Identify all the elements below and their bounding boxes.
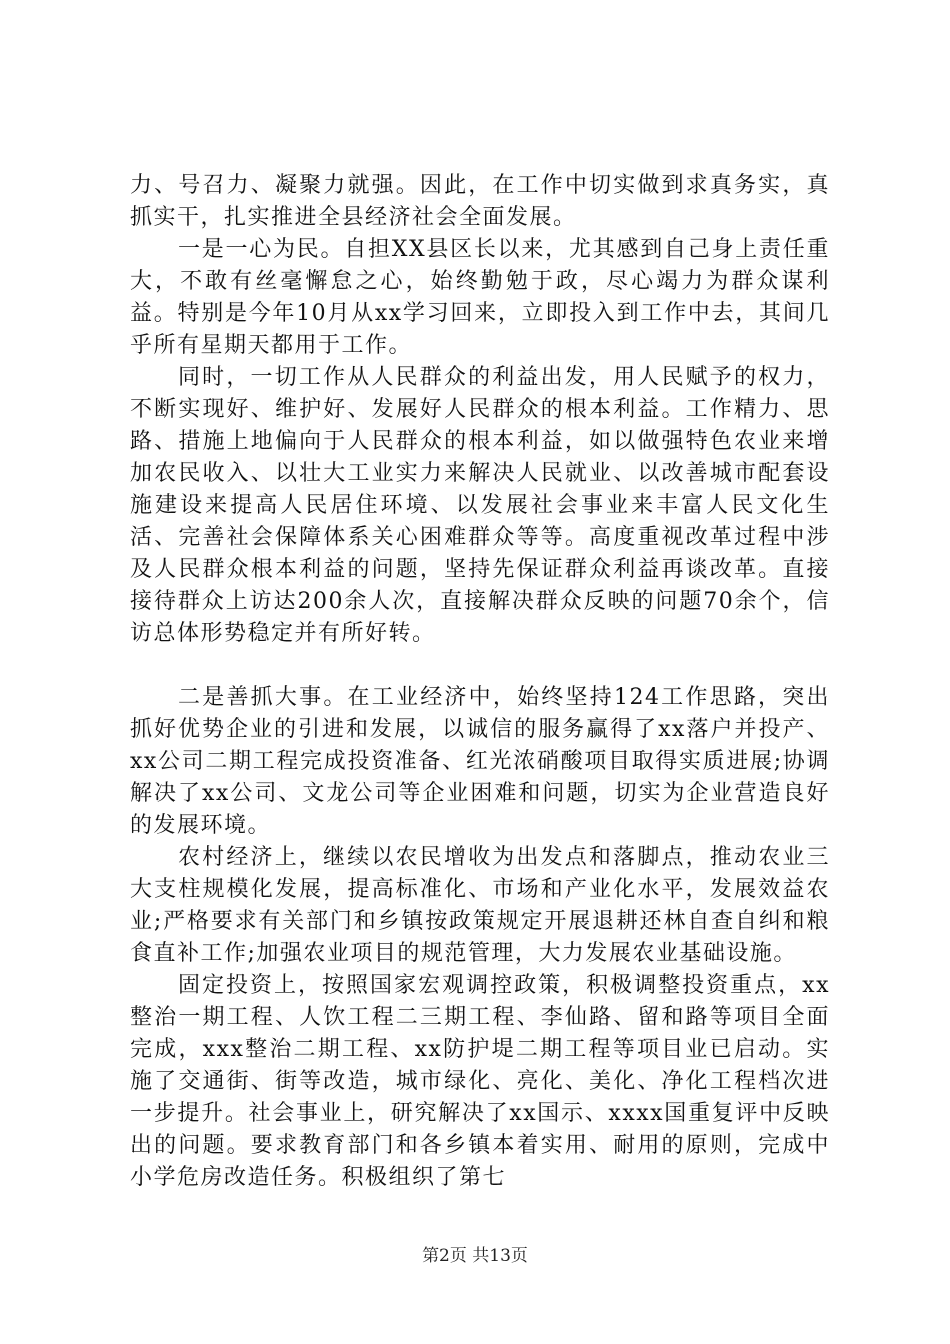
paragraph-3: 同时，一切工作从人民群众的利益出发，用人民赋予的权力，不断实现好、维护好、发展好人民群众的根本利益。工作精力、思路、措施上地偏向于人民群众的根本利益，如以做强特色农业来增加农民收入、以壮大工业实力来解决人民就业、以改善城市配套设施建设来提高人民居住环境、以发展社会事业来丰富人民文化生活、完善社会保障体系关心困难群众等等。高度重视改革过程中涉及人民群众根本利益的问题，坚持先保证群众利益再谈改革。直接接待群众上访达200余人次，直接解决群众反映的问题70余个，信访总体形势稳定并有所好转。 [130,365,830,646]
paragraph-4: 二是善抓大事。在工业经济中，始终坚持124工作思路，突出抓好优势企业的引进和发展，以诚信的服务赢得了xx落户并投产、xx公司二期工程完成投资准备、红光浓硝酸项目取得实质进展;协调解决了xx公司、文龙公司等企业困难和问题，切实为企业营造良好的发展环境。 [130,685,830,838]
paragraph-6: 固定投资上，按照国家宏观调控政策，积极调整投资重点，xx整治一期工程、人饮工程二三期工程、李仙路、留和路等项目全面完成，xxx整治二期工程、xx防护堤二期工程等项目业已启动。实施了交通街、街等改造，城市绿化、亮化、美化、净化工程档次进一步提升。社会事业上，研究解决了xx国示、xxxx国重复评中反映出的问题。要求教育部门和各乡镇本着实用、耐用的原则，完成中小学危房改造任务。积极组织了第七 [130,973,830,1190]
page-number-footer: 第2页 共13页 [422,1246,528,1266]
paragraph-2: 一是一心为民。自担XX县区长以来，尤其感到自己身上责任重大，不敢有丝毫懈怠之心，始终勤勉于政，尽心竭力为群众谋利益。特别是今年10月从xx学习回来，立即投入到工作中去，其间几乎所有星期天都用于工作。 [130,237,830,358]
paragraph-5: 农村经济上，继续以农民增收为出发点和落脚点，推动农业三大支柱规模化发展，提高标准化、市场和产业化水平，发展效益农业;严格要求有关部门和乡镇按政策规定开展退耕还林自查自纠和粮食直补工作;加强农业项目的规范管理，大力发展农业基础设施。 [130,845,830,966]
document-body [130,170,830,1194]
paragraph-1: 力、号召力、凝聚力就强。因此，在工作中切实做到求真务实，真抓实干，扎实推进全县经济社会全面发展。 [130,173,830,230]
